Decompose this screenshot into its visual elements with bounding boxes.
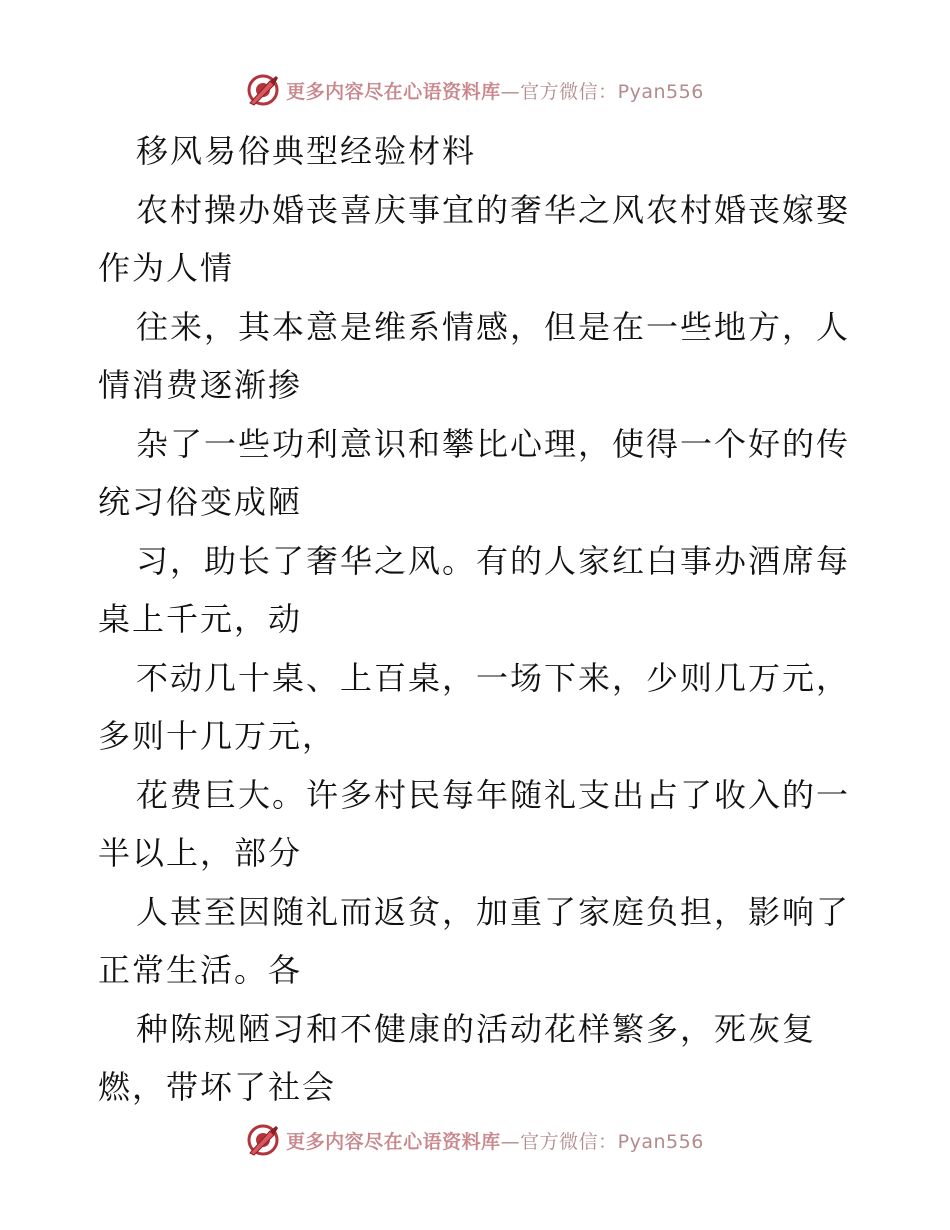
paragraph-line: 情消费逐渐掺 <box>98 366 303 404</box>
paragraph-line: 正常生活。各 <box>98 951 303 989</box>
banner-wechat-text: —官方微信：Pyan556 <box>500 1130 704 1153</box>
header-watermark-banner <box>0 70 950 110</box>
paragraph-line: 种陈规陋习和不健康的活动花样繁多，死灰复 <box>136 1009 817 1048</box>
paragraph-line: 不动几十桌、上百桌，一场下来，少则几万元， <box>136 658 851 697</box>
paragraph-line: 往来，其本意是维系情感，但是在一些地方，人 <box>136 307 851 346</box>
pen-logo-icon <box>246 73 280 107</box>
banner-site-text: 更多内容尽在心语资料库 <box>286 1130 501 1153</box>
paragraph-line: 杂了一些功利意识和攀比心理，使得一个好的传 <box>136 424 851 463</box>
paragraph-line: 统习俗变成陋 <box>98 483 303 521</box>
paragraph-line: 作为人情 <box>98 249 235 287</box>
document-title: 移风易俗典型经验材料 <box>136 132 477 170</box>
banner-wechat-text: —官方微信：Pyan556 <box>500 80 704 103</box>
paragraph-line: 桌上千元，动 <box>98 600 303 638</box>
banner-site-text: 更多内容尽在心语资料库 <box>286 80 501 103</box>
paragraph-line: 燃，带坏了社会 <box>98 1068 337 1106</box>
pen-logo-icon <box>246 1123 280 1157</box>
paragraph-line: 多则十几万元， <box>98 717 337 755</box>
document-body <box>98 122 858 1117</box>
paragraph-line: 人甚至因随礼而返贫，加重了家庭负担，影响了 <box>136 892 851 931</box>
paragraph-line: 农村操办婚丧喜庆事宜的奢华之风农村婚丧嫁娶 <box>136 190 851 229</box>
paragraph-line: 半以上，部分 <box>98 834 303 872</box>
footer-watermark-banner <box>0 1120 950 1160</box>
paragraph-line: 习，助长了奢华之风。有的人家红白事办酒席每 <box>136 541 851 580</box>
paragraph-line: 花费巨大。许多村民每年随礼支出占了收入的一 <box>136 775 851 814</box>
